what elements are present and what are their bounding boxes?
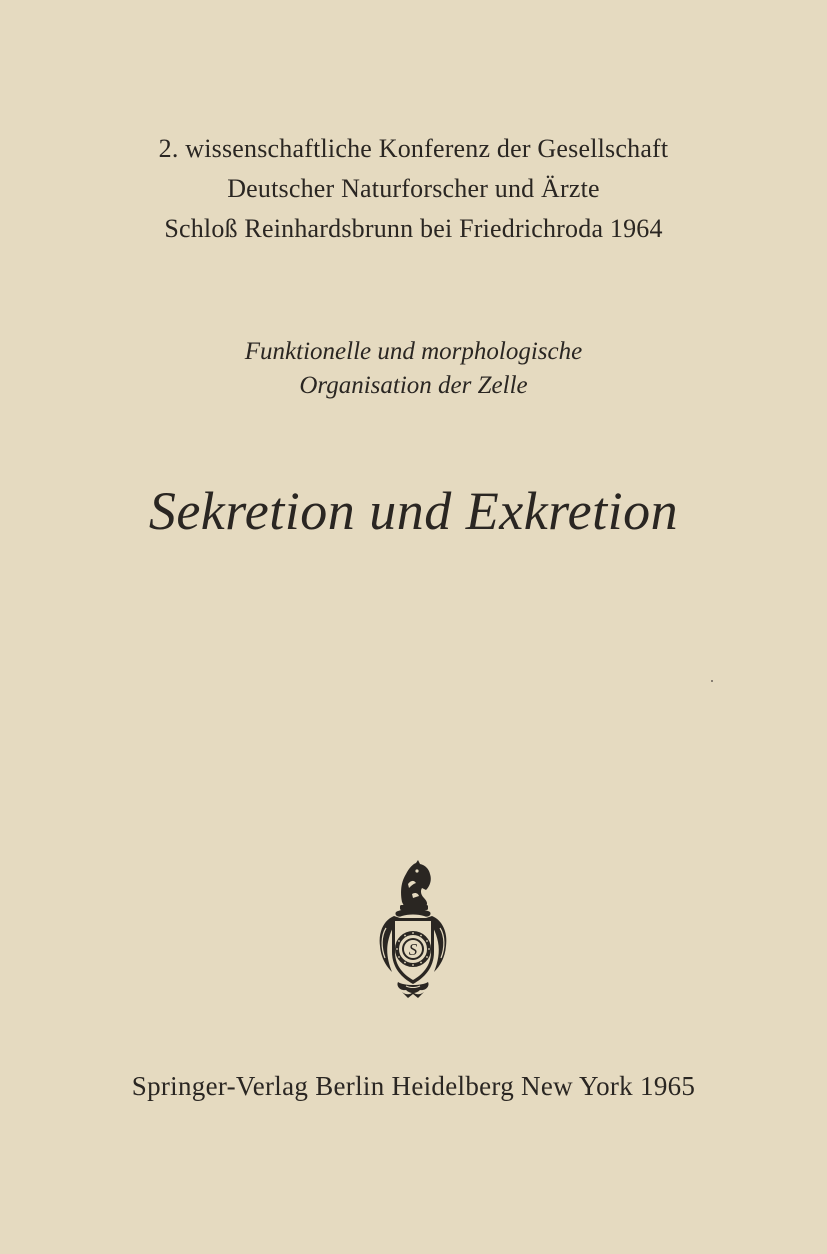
publisher-imprint: Springer-Verlag Berlin Heidelberg New York 1965 <box>131 1071 696 1101</box>
springer-knight-emblem-icon <box>372 858 454 1000</box>
paper-speck <box>711 680 713 682</box>
logo-monogram: S <box>408 940 418 959</box>
conference-line-3: Schloß Reinhardsbrunn bei Friedrichroda 1964 <box>164 214 663 243</box>
subtitle-line-2: Organisation der Zelle <box>299 372 528 399</box>
subtitle-line-1: Funktionelle und morphologische <box>244 338 583 365</box>
conference-line-2: Deutscher Naturforscher und Ärzte <box>227 174 600 203</box>
book-title: Sekretion und Exkretion <box>148 481 679 541</box>
conference-line-1: 2. wissenschaftliche Konferenz der Gesellschaft <box>158 134 669 163</box>
